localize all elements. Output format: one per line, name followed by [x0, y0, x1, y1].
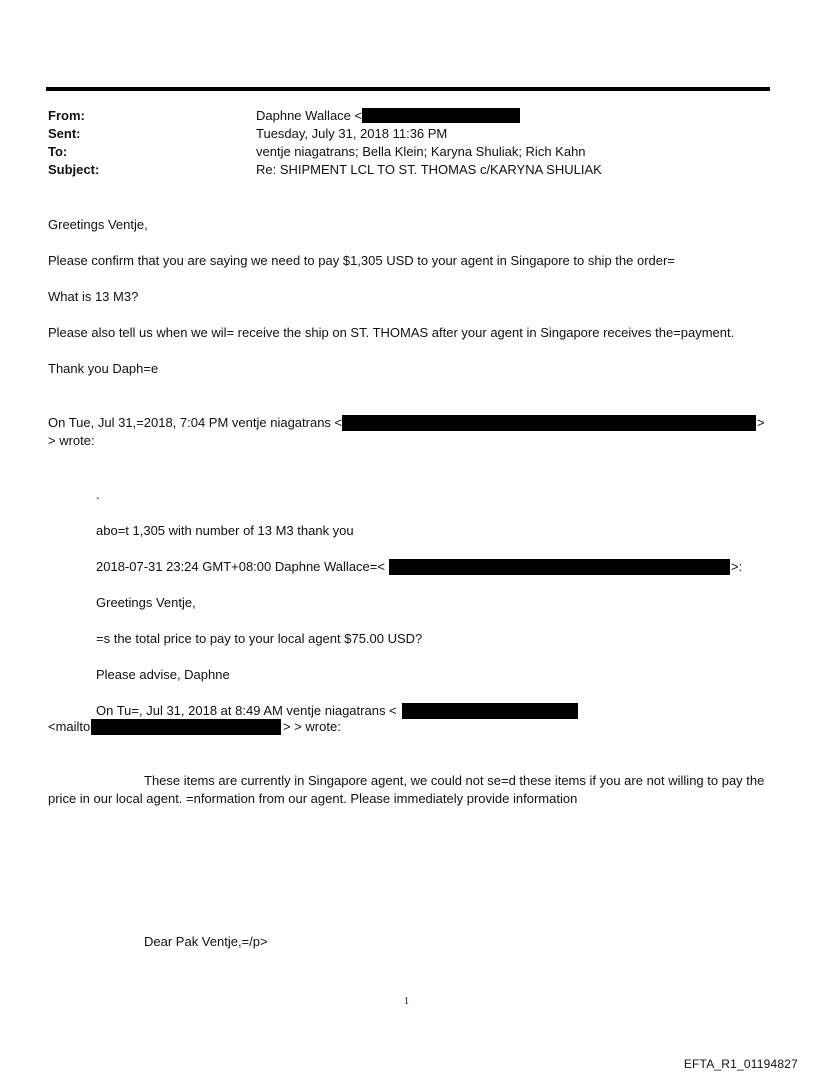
quote2-greeting: Greetings Ventje,	[96, 595, 196, 610]
body-line-ship: Please also tell us when we wil= receive the ship on ST. THOMAS after your agent in Singapore receives the=payment.	[48, 325, 735, 340]
subject-label: Subject:	[48, 162, 100, 177]
quote2-date-line-end: >:	[731, 559, 743, 574]
sent-label: Sent:	[48, 126, 81, 141]
quote3-paragraph: These items are currently in Singapore agent, we could not se=d these items if you are not willing to pay the price in our local agent. =nformation from our agent. Please immediately provide information	[48, 773, 765, 806]
quote1-attribution: On Tue, Jul 31,=2018, 7:04 PM ventje niagatrans <	[48, 415, 343, 430]
header-rule	[46, 87, 770, 91]
quote2-date-line: 2018-07-31 23:24 GMT+08:00 Daphne Wallace=<	[96, 559, 385, 574]
quote2-dot: .	[96, 487, 100, 502]
page-number: 1	[404, 996, 409, 1007]
to-label: To:	[48, 144, 68, 159]
redaction-bar	[362, 108, 520, 123]
quote2-reply: abo=t 1,305 with number of 13 M3 thank you	[96, 523, 354, 538]
subject-value: Re: SHIPMENT LCL TO ST. THOMAS c/KARYNA SHULIAK	[256, 162, 602, 177]
quote2-advise: Please advise, Daphne	[96, 667, 230, 682]
body-signoff: Thank you Daph=e	[48, 361, 159, 376]
body-line-question: What is 13 M3?	[48, 289, 139, 304]
quote2-question: =s the total price to pay to your local agent $75.00 USD?	[96, 631, 423, 646]
quote1-wrote: > wrote:	[48, 433, 95, 448]
sent-value: Tuesday, July 31, 2018 11:36 PM	[256, 126, 448, 141]
from-label: From:	[48, 108, 85, 123]
to-value: ventje niagatrans; Bella Klein; Karyna Shuliak; Rich Kahn	[256, 144, 586, 159]
quote1-attribution-end: >	[757, 415, 765, 430]
quote3-dear: Dear Pak Ventje,=/p>	[144, 934, 268, 949]
redaction-bar	[342, 415, 756, 431]
from-value: Daphne Wallace <	[256, 107, 520, 125]
redaction-bar	[389, 559, 730, 575]
body-line-confirm: Please confirm that you are saying we need to pay $1,305 USD to your agent in Singapore to ship the order=	[48, 253, 675, 268]
bates-number: EFTA_R1_01194827	[683, 1057, 798, 1071]
quote2-wrote: > > wrote:	[283, 719, 341, 734]
redaction-bar	[91, 719, 281, 735]
quote2-on-line: On Tu=, Jul 31, 2018 at 8:49 AM ventje niagatrans <	[96, 703, 397, 718]
body-greeting: Greetings Ventje,	[48, 217, 148, 232]
redaction-bar	[402, 703, 578, 719]
quote2-mailto: <mailto	[48, 719, 91, 734]
